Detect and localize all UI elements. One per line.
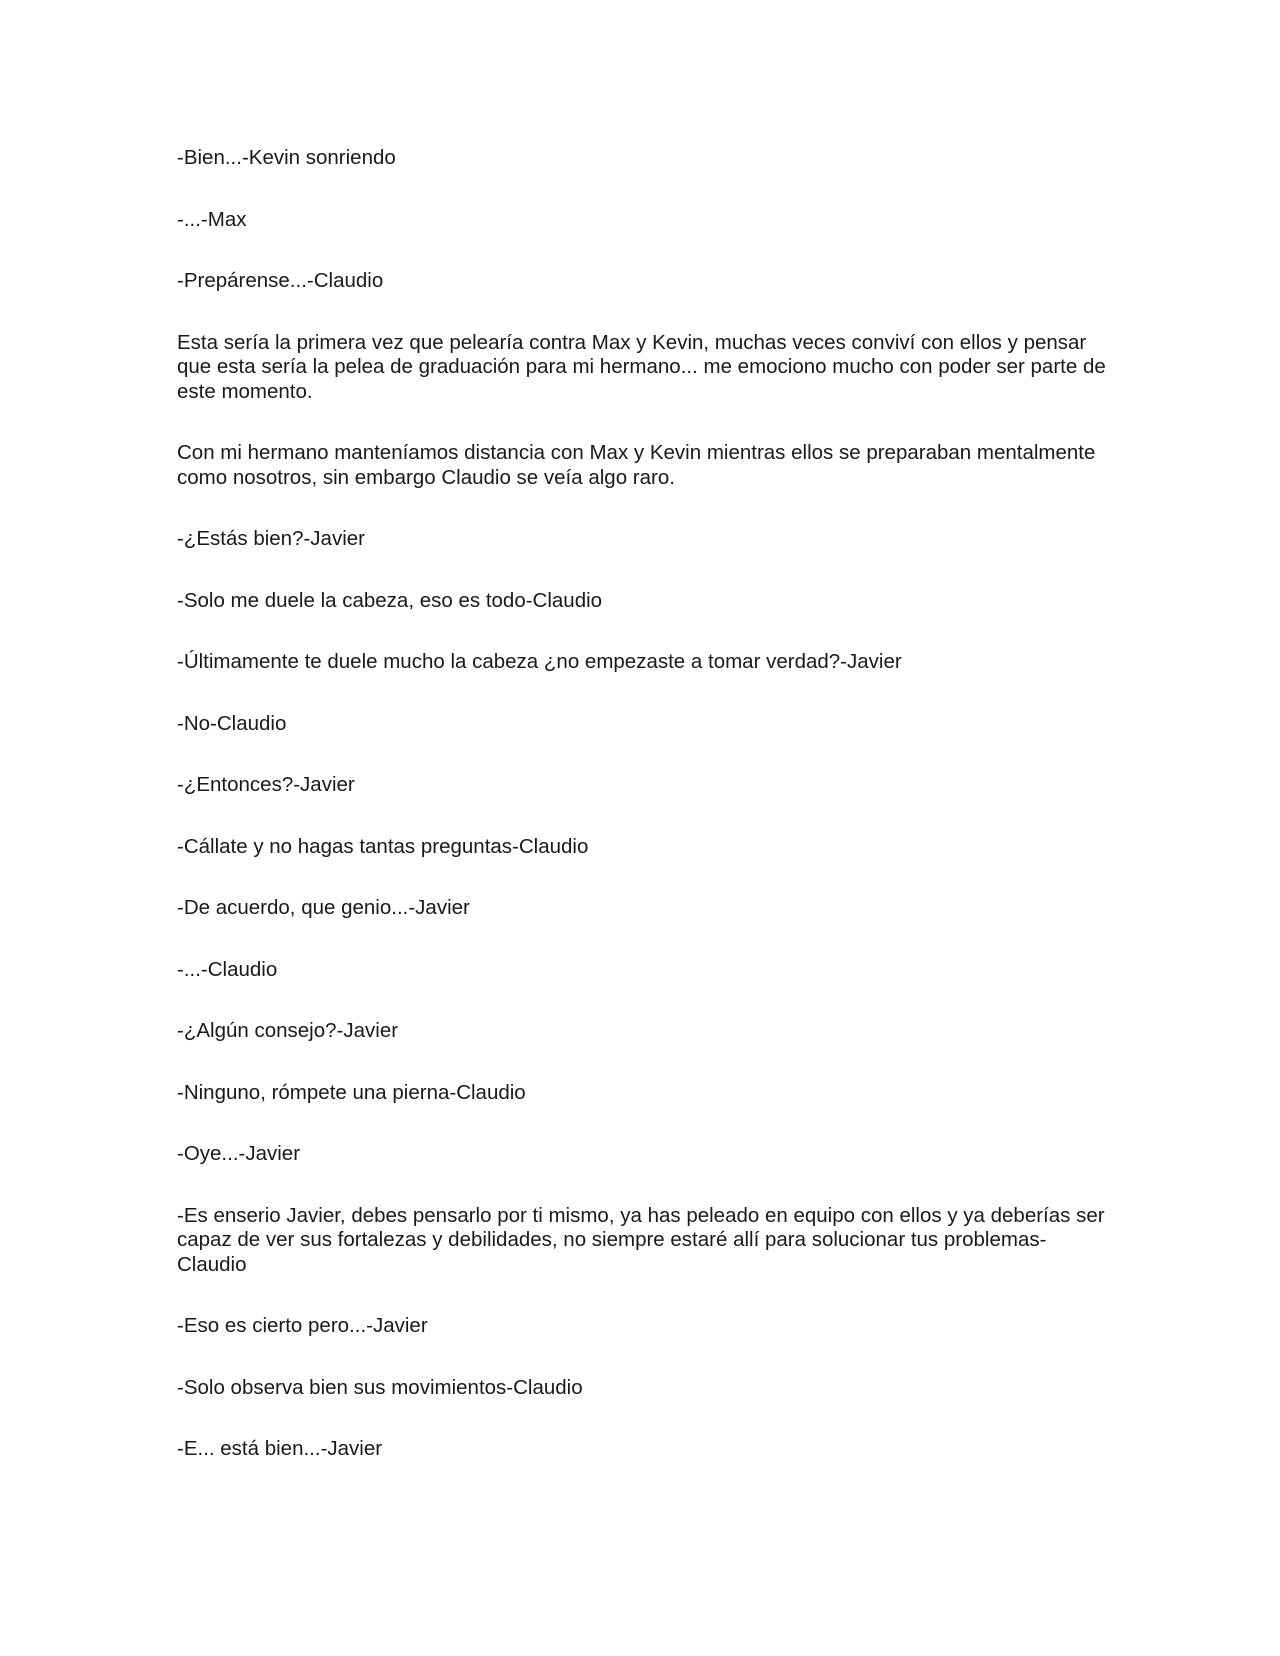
paragraph: -...-Claudio <box>177 957 278 981</box>
paragraph: -¿Entonces?-Javier <box>177 773 355 796</box>
paragraph: -Solo me duele la cabeza, eso es todo-Claudio <box>177 588 603 612</box>
document-body <box>177 146 1112 1499</box>
paragraph: -Oye...-Javier <box>177 1142 301 1165</box>
paragraph: -Últimamente te duele mucho la cabeza ¿no empezaste a tomar verdad?-Javier <box>177 650 902 673</box>
paragraph: Esta sería la primera vez que pelearía contra Max y Kevin, muchas veces conviví con ellos y pensar que esta sería la pelea de graduación para mi hermano... me emociono mucho con poder ser parte de este momento. <box>177 330 1106 403</box>
paragraph: -Es enserio Javier, debes pensarlo por ti mismo, ya has peleado en equipo con ellos y ya deberías ser capaz de ver sus fortalezas y debilidades, no siempre estaré allí para solucionar tus problemas-Claudio <box>177 1203 1105 1276</box>
paragraph: -¿Estás bien?-Javier <box>177 527 365 550</box>
paragraph: -Bien...-Kevin sonriendo <box>177 146 396 169</box>
paragraph: -Solo observa bien sus movimientos-Claudio <box>177 1375 583 1399</box>
paragraph: -...-Max <box>177 207 247 231</box>
paragraph: -¿Algún consejo?-Javier <box>177 1019 399 1042</box>
paragraph: -Ninguno, rómpete una pierna-Claudio <box>177 1080 526 1104</box>
paragraph: -No-Claudio <box>177 711 287 735</box>
paragraph: -De acuerdo, que genio...-Javier <box>177 896 470 919</box>
paragraph: -Cállate y no hagas tantas preguntas-Claudio <box>177 834 589 858</box>
paragraph: Con mi hermano manteníamos distancia con Max y Kevin mientras ellos se preparaban mentalmente como nosotros, sin embargo Claudio se veía algo raro. <box>177 441 1096 489</box>
paragraph: -Eso es cierto pero...-Javier <box>177 1314 428 1337</box>
paragraph: -E... está bien...-Javier <box>177 1437 383 1460</box>
paragraph: -Prepárense...-Claudio <box>177 269 384 292</box>
